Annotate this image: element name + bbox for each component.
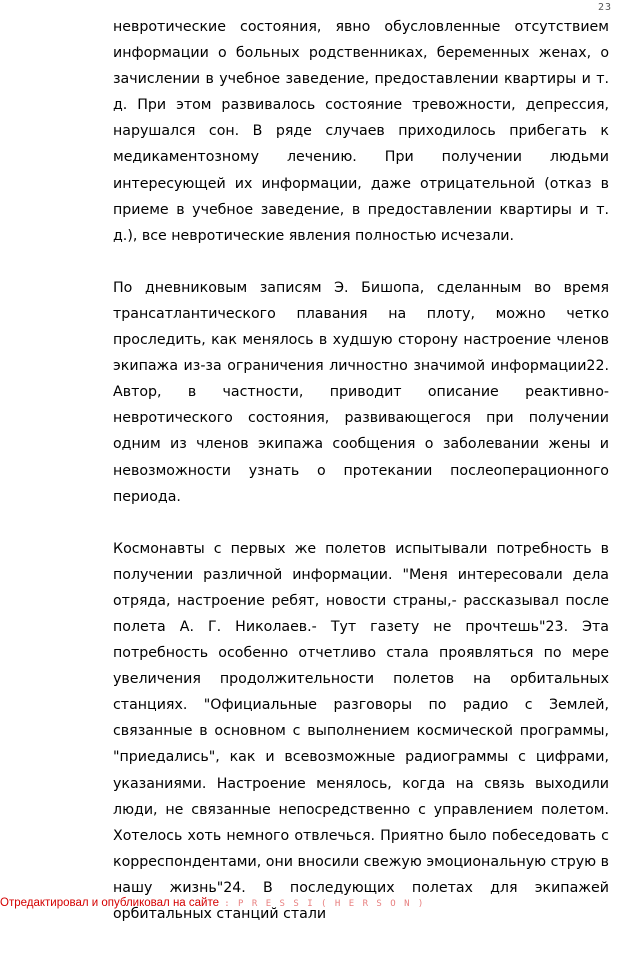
publisher-footer [0,897,425,909]
page-number: 23 [597,2,612,13]
footer-label: Отредактировал и опубликовал на сайте [0,897,219,909]
document-body [113,14,609,953]
footer-site-link[interactable]: : P R E S S I ( H E R S O N ) [224,899,425,909]
paragraph-3: Космонавты с первых же полетов испытывали потребность в получении различной информации. "Меня интересовали дела отряда, настроение ребят, новости страны,- рассказывал после полета А. Г. Николаев.- Тут газету не прочтешь"23. Эта потребность особенно отчетливо стала проявляться по мере увеличения продолжительности полетов на орбитальных станциях. "Официальные разговоры по радио с Землей, связанные в основном с выполнением космической программы, "приедались", как и всевозможные радиограммы с цифрами, указаниями. Настроение менялось, когда на связь выходили люди, не связанные непосредственно с управлением полетом. Хотелось хоть немного отвлечься. Приятно было побеседовать с корреспондентами, они вносили свежую эмоциональную струю в нашу жизнь"24. В последующих полетах для экипажей орбитальных станций стали [113,540,609,922]
paragraph-1: невротические состояния, явно обусловленные отсутствием информации о больных родственниках, беременных женах, о зачислении в учебное заведение, предоставлении квартиры и т. д. При этом развивалось состояние тревожности, депрессия, нарушался сон. В ряде случаев приходилось прибегать к медикаментозному лечению. При получении людьми интересующей их информации, даже отрицательной (отказ в приеме в учебное заведение, в предоставлении квартиры и т. д.), все невротические явления полностью исчезали. [113,19,609,244]
paragraph-2: По дневниковым записям Э. Бишопа, сделанным во время трансатлантического плавания на плоту, можно четко проследить, как менялось в худшую сторону настроение членов экипажа из-за ограничения личностно значимой информации22. Автор, в частности, приводит описание реактивно-невротического состояния, развивающегося при получении одним из членов экипажа сообщения о заболевании жены и невозможности узнать о протекании послеоперационного периода. [113,279,609,505]
